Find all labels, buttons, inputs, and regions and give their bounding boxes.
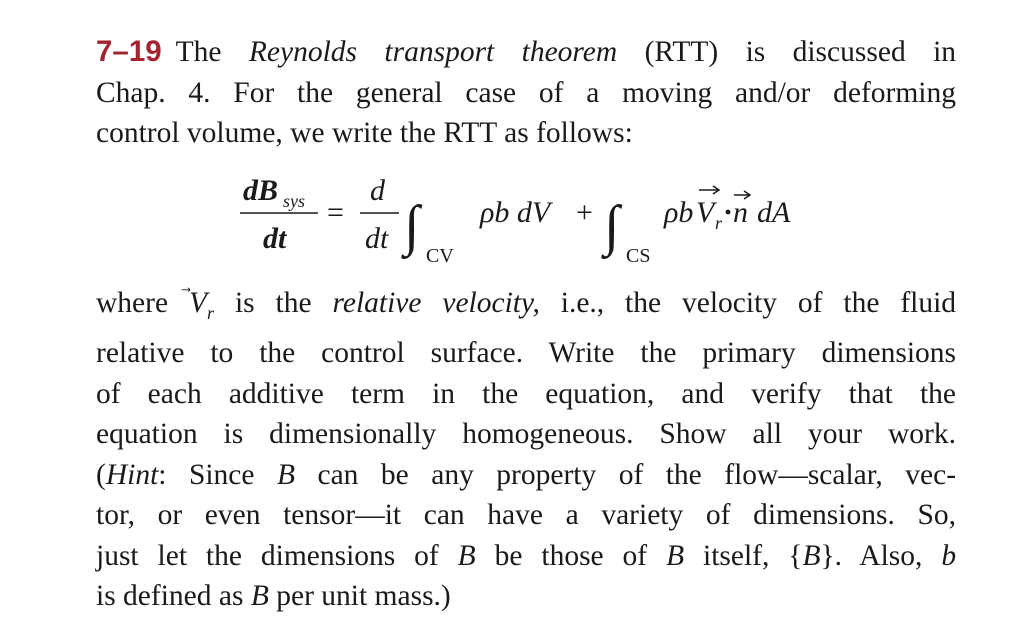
area-differential: dA <box>757 196 791 229</box>
body-line-5 <box>96 455 956 496</box>
b-symbol: B <box>457 539 476 572</box>
lhs-numerator: dB <box>243 174 279 207</box>
problem-number: 7–19 <box>96 35 162 68</box>
text-span: ( <box>96 458 106 491</box>
text-span: The <box>175 36 222 68</box>
problem-line-3: control volume, we write the RTT as follows: <box>96 117 633 149</box>
problem-line-2: Chap. 4. For the general case of a moving and/or deforming <box>96 76 956 109</box>
d-denominator: dt <box>365 222 389 255</box>
text-span: : Since <box>158 458 255 491</box>
body-line-8 <box>96 576 956 617</box>
text-span: is defined as <box>96 580 244 613</box>
cs-label: CS <box>626 245 651 267</box>
b-symbol: B <box>276 458 296 491</box>
lowercase-b-symbol: b <box>941 539 957 572</box>
text-span: itself, { <box>703 539 803 572</box>
r-subscript: r <box>207 302 215 323</box>
text-span: i.e., the velocity of the fluid <box>560 287 957 319</box>
b-symbol: B <box>250 580 269 613</box>
text-span: is the <box>234 287 312 319</box>
relative-velocity-inline <box>188 287 215 323</box>
text-span: per unit mass.) <box>276 580 451 613</box>
body-line-1 <box>96 283 956 333</box>
body-line-4: equation is dimensionally homogeneous. Show all your work. <box>96 418 956 451</box>
body-line-7 <box>96 536 956 577</box>
text-span: }. Also, <box>820 539 923 572</box>
plus-sign: + <box>576 196 593 229</box>
body-line-3: of each additive term in the equation, and verify that the <box>96 377 956 410</box>
b-symbol: B <box>666 539 685 572</box>
text-span: just let the dimensions of <box>96 539 439 572</box>
cv-label: CV <box>426 245 454 267</box>
normal-vector-symbol: n <box>733 196 748 229</box>
v-symbol: V <box>188 287 208 319</box>
rtt-term-italic: Reynolds transport theorem <box>248 36 618 68</box>
lhs-subscript: sys <box>283 191 305 211</box>
text-span: where <box>96 287 169 319</box>
b-symbol: B <box>802 539 821 572</box>
text-span: (RTT) is discussed in <box>644 36 957 68</box>
problem-body <box>96 283 956 617</box>
cs-integral-sign: ∫ <box>604 195 620 257</box>
body-line-6: tor, or even tensor—it can have a variety of dimensions. So, <box>96 499 956 532</box>
cv-integral-sign: ∫ <box>404 195 420 257</box>
relative-velocity-term: relative velocity, <box>332 287 540 319</box>
relative-velocity-subscript: r <box>715 213 723 233</box>
hint-label: Hint <box>105 458 159 491</box>
volume-term: ρb dV <box>480 196 551 229</box>
text-span: be those of <box>494 539 648 572</box>
lhs-denominator: dt <box>263 222 287 255</box>
surface-term-rho-b: ρb <box>664 196 694 229</box>
velocity-vector-arrow-icon <box>699 186 719 194</box>
body-line-2: relative to the control surface. Write the primary dimensions <box>96 337 956 370</box>
text-span: can be any property of the flow—scalar, vec- <box>317 458 957 491</box>
equals-sign: = <box>327 196 344 229</box>
dot-operator: · <box>723 196 734 229</box>
relative-velocity-symbol: V <box>696 196 715 229</box>
d-numerator: d <box>370 174 385 207</box>
